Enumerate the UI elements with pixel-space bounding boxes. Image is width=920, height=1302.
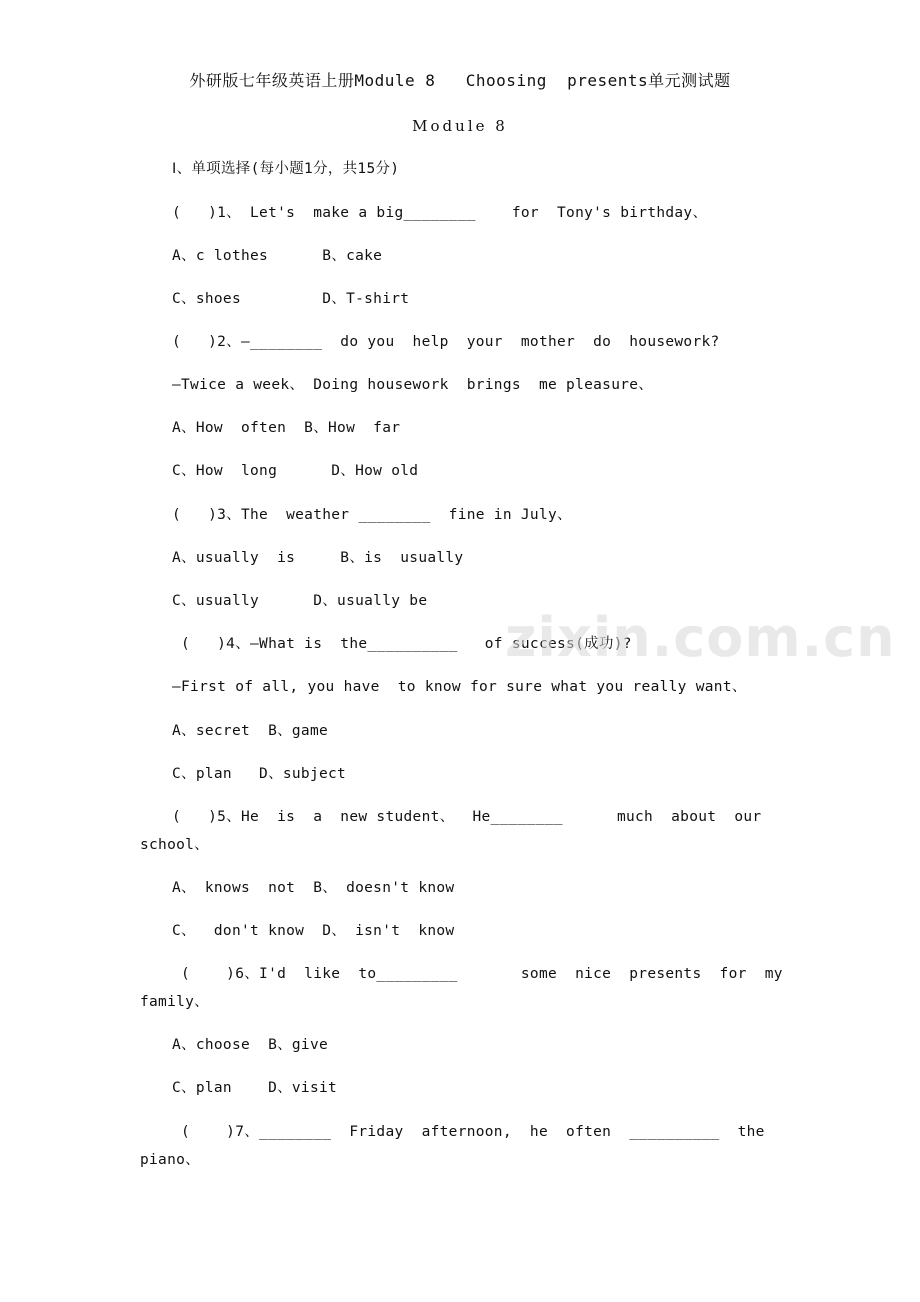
question-6-stem-continuation: family、 — [140, 994, 209, 1010]
watermark-logo: zixin.com.cn — [505, 606, 896, 669]
question-2-options-ab: A、How often B、How far — [172, 420, 401, 436]
question-6-options-cd: C、plan D、visit — [172, 1080, 338, 1096]
question-3-stem: ( )3、The weather ________ fine in July、 — [172, 507, 572, 523]
document-title: 外研版七年级英语上册Module 8 Choosing presents单元测试题 — [189, 71, 731, 90]
question-5-stem-continuation: school、 — [140, 837, 209, 853]
question-3-options-ab: A、usually is B、is usually — [172, 550, 464, 566]
question-1-stem: ( )1、 Let's make a big________ for Tony's birthday、 — [172, 205, 708, 221]
question-5-options-cd: C、 don't know D、 isn't know — [172, 923, 455, 939]
question-4-reply: —First of all, you have to know for sure what you really want、 — [172, 679, 747, 695]
question-4-options-cd: C、plan D、subject — [172, 766, 347, 782]
question-5-stem: ( )5、He is a new student、 He________ much about our — [172, 809, 762, 825]
question-4-options-ab: A、secret B、game — [172, 723, 329, 739]
question-6-options-ab: A、choose B、give — [172, 1037, 329, 1053]
question-1-options-ab: A、c lothes B、cake — [172, 248, 383, 264]
module-subtitle: Module 8 — [412, 117, 508, 135]
question-1-options-cd: C、shoes D、T-shirt — [172, 291, 410, 307]
question-7-stem-continuation: piano、 — [140, 1152, 200, 1168]
question-2-reply: —Twice a week、 Doing housework brings me pleasure、 — [172, 377, 654, 393]
question-6-stem: ( )6、I'd like to_________ some nice presents for my — [172, 966, 783, 982]
question-2-stem: ( )2、—________ do you help your mother do housework? — [172, 334, 720, 350]
question-3-options-cd: C、usually D、usually be — [172, 593, 428, 609]
question-2-options-cd: C、How long D、How old — [172, 463, 419, 479]
question-4-stem: ( )4、—What is the__________ of success(成功)? — [172, 636, 632, 652]
question-7-stem: ( )7、________ Friday afternoon, he often __________ the — [172, 1124, 765, 1140]
section-heading: Ⅰ、单项选择(每小题1分，共15分) — [172, 161, 400, 177]
question-5-options-ab: A、 knows not B、 doesn't know — [172, 880, 455, 896]
